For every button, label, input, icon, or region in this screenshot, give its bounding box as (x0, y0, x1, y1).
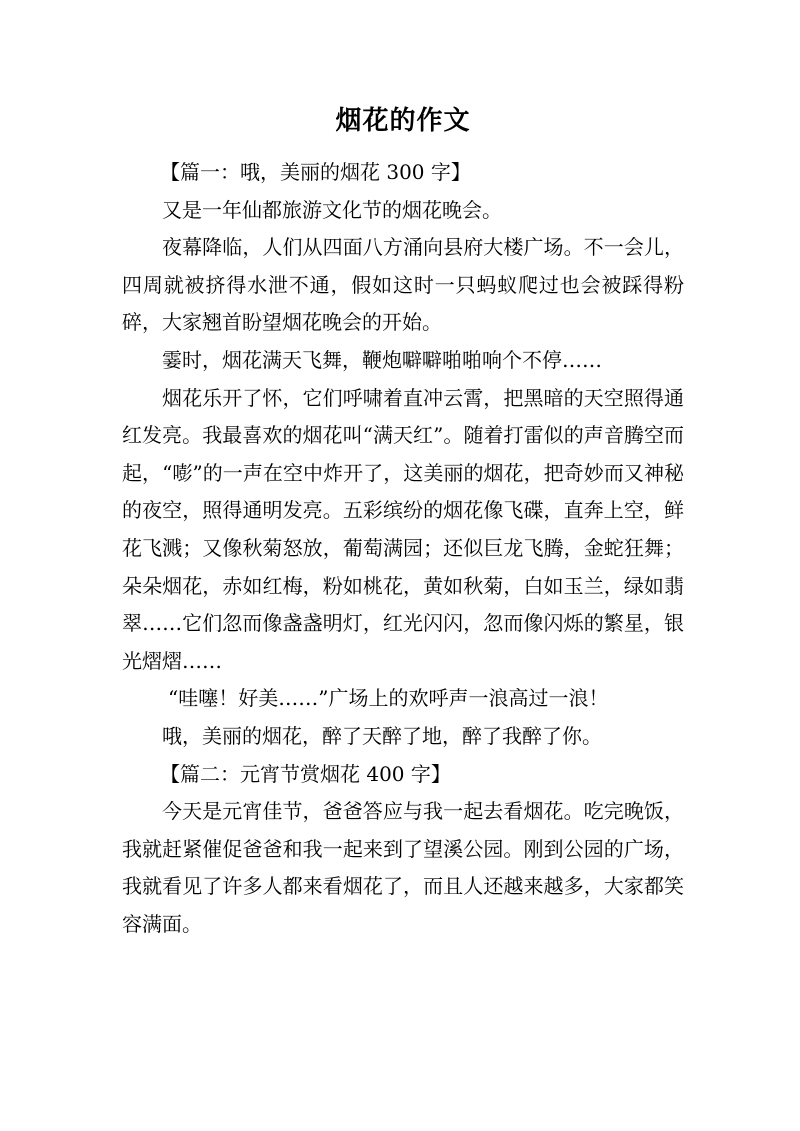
paragraph: 霎时，烟花满天飞舞，鞭炮噼噼啪啪响个不停…… (162, 347, 602, 372)
section-heading-2: 【篇二：元宵节赏烟花 400 字】 (160, 761, 451, 786)
paragraph: 又是一年仙都旅游文化节的烟花晚会。 (162, 197, 502, 222)
paragraph: 烟花乐开了怀，它们呼啸着直冲云霄，把黑暗的天空照得通红发亮。我最喜欢的烟花叫“满天红”。随着打雷似的声音腾空而起，“嘭”的一声在空中炸开了，这美丽的烟花，把奇妙而又神秘的夜空，照得通明发亮。五彩缤纷的烟花像飞碟，直奔上空，鲜花飞溅；又像秋菊怒放，葡萄满园；还似巨龙飞腾，金蛇狂舞；朵朵烟花，赤如红梅，粉如桃花，黄如秋菊，白如玉兰，绿如翡翠……它们忽而像盏盏明灯，红光闪闪，忽而像闪烁的繁星，银光熠熠…… (122, 385, 684, 673)
paragraph: 今天是元宵佳节，爸爸答应与我一起去看烟花。吃完晚饭，我就赶紧催促爸爸和我一起来到了望溪公园。刚到公园的广场，我就看见了许多人都来看烟花了，而且人还越来越多，大家都笑容满面。 (122, 799, 684, 936)
document-body (122, 154, 684, 943)
paragraph: 哦，美丽的烟花，醉了天醉了地，醉了我醉了你。 (162, 723, 602, 748)
document-title: 烟花的作文 (335, 106, 471, 136)
section-heading-1: 【篇一：哦，美丽的烟花 300 字】 (160, 160, 471, 184)
paragraph: 夜幕降临，人们从四面八方涌向县府大楼广场。不一会儿，四周就被挤得水泄不通，假如这时一只蚂蚁爬过也会被踩得粉碎，大家翘首盼望烟花晚会的开始。 (122, 235, 684, 335)
paragraph: “哇噻！好美……”广场上的欢呼声一浪高过一浪！ (168, 686, 609, 711)
document-content (122, 96, 684, 943)
